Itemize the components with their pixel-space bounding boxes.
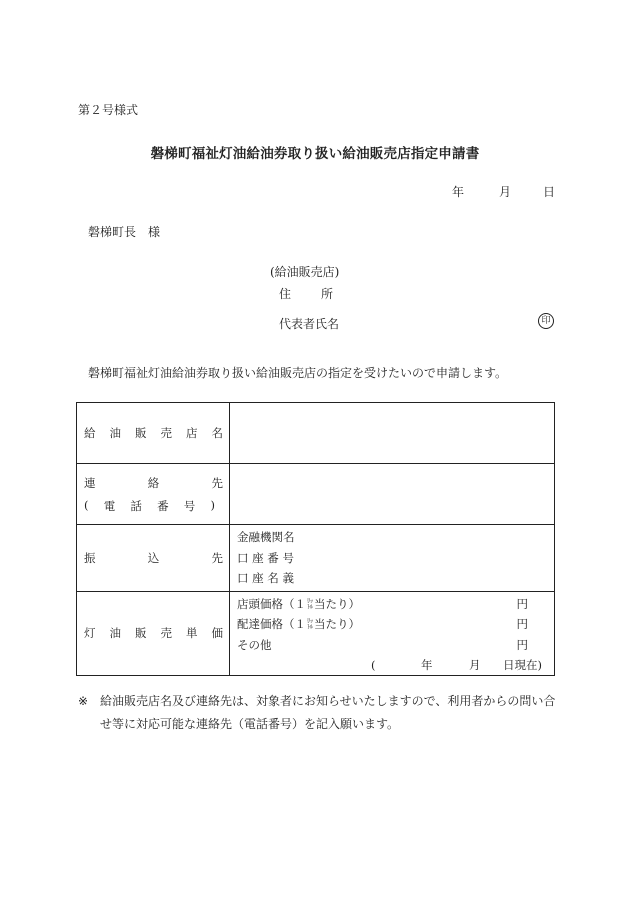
store-price-yen: 円 [516, 596, 528, 611]
shop-name-input-cell[interactable] [230, 403, 555, 464]
price-char: 価 [211, 626, 223, 641]
transfer-char: 振 [84, 550, 96, 565]
shop-name-char: 給 [84, 426, 96, 440]
account-number-label: 口 座 番 号 [237, 550, 294, 565]
phone-char: 号 [183, 498, 196, 513]
phone-char: ( [84, 497, 89, 512]
transfer-char: 込 [147, 550, 160, 565]
price-char: 灯 [84, 626, 96, 641]
store-price-row: 店頭価格（１ﾘｯ ﾄﾙ当たり） 円 [237, 594, 554, 615]
transfer-input-cell[interactable] [230, 525, 555, 592]
unit-bottom: ﾄﾙ [307, 624, 314, 631]
price-char: 売 [160, 626, 172, 641]
note [78, 690, 558, 736]
contact-char: 先 [211, 475, 223, 490]
phone-char: 番 [157, 498, 169, 513]
price-char: 単 [186, 626, 198, 641]
contact-label-cell [77, 464, 230, 525]
price-char: 油 [109, 626, 121, 641]
applicant-shop-label: (給油販売店) [270, 265, 340, 279]
as-of-date: ( 年 月 日現在) [371, 658, 542, 672]
contact-char: 連 [84, 475, 96, 490]
shop-name-char: 油 [109, 426, 121, 440]
contact-input-cell[interactable] [230, 464, 555, 525]
price-char: 販 [135, 626, 147, 641]
phone-char: 話 [130, 498, 142, 513]
date-year-label: 年 [452, 185, 465, 199]
shop-name-char: 店 [186, 426, 198, 440]
address-char-1: 住 [279, 287, 292, 301]
representative-name-label: 代表者氏名 [279, 317, 340, 331]
unit-bottom: ﾄﾙ [307, 603, 314, 611]
delivery-price-row: 配達価格（１ﾘｯ ﾄﾙ当たり） 円 [237, 614, 554, 635]
transfer-char: 先 [211, 550, 223, 565]
unit-top: ﾘｯ [307, 618, 314, 625]
contact-char: 絡 [147, 475, 160, 490]
note-text: 給油販売店名及び連絡先は、対象者にお知らせいたしますので、利用者からの問い合せ等に対応可能な連絡先（電話番号）を記入願います。 [100, 694, 556, 731]
applicant-address-label [279, 285, 333, 302]
date-month-label: 月 [499, 185, 512, 199]
application-table [76, 402, 555, 676]
document-title: 磐梯町福祉灯油給油券取り扱い給油販売店指定申請書 [150, 146, 480, 162]
delivery-price-yen: 円 [516, 617, 528, 631]
bank-name-label: 金融機関名 [237, 530, 295, 544]
addressee: 磐梯町長 様 [88, 225, 161, 239]
shop-name-char: 販 [135, 426, 147, 440]
account-holder-label: 口 座 名 義 [237, 571, 294, 585]
other-price-row: その他 円 [237, 635, 554, 656]
shop-name-char: 売 [160, 426, 172, 440]
date-day-label: 日 [543, 185, 556, 199]
address-char-2: 所 [321, 287, 334, 301]
seal-mark: 印 [538, 313, 554, 329]
shop-name-label-cell [77, 403, 230, 464]
phone-char: ) [210, 497, 215, 512]
transfer-label-cell [77, 525, 230, 592]
other-price-yen: 円 [516, 637, 528, 652]
price-input-cell[interactable] [230, 591, 555, 676]
shop-name-char: 名 [211, 426, 223, 440]
form-number: 第２号様式 [78, 103, 139, 117]
unit-top: ﾘｯ [307, 597, 314, 605]
note-mark: ※ [78, 694, 89, 708]
application-statement: 磐梯町福祉灯油給油券取り扱い給油販売店の指定を受けたいので申請します。 [88, 366, 508, 380]
phone-char: 電 [103, 498, 116, 513]
price-label-cell [77, 591, 230, 676]
